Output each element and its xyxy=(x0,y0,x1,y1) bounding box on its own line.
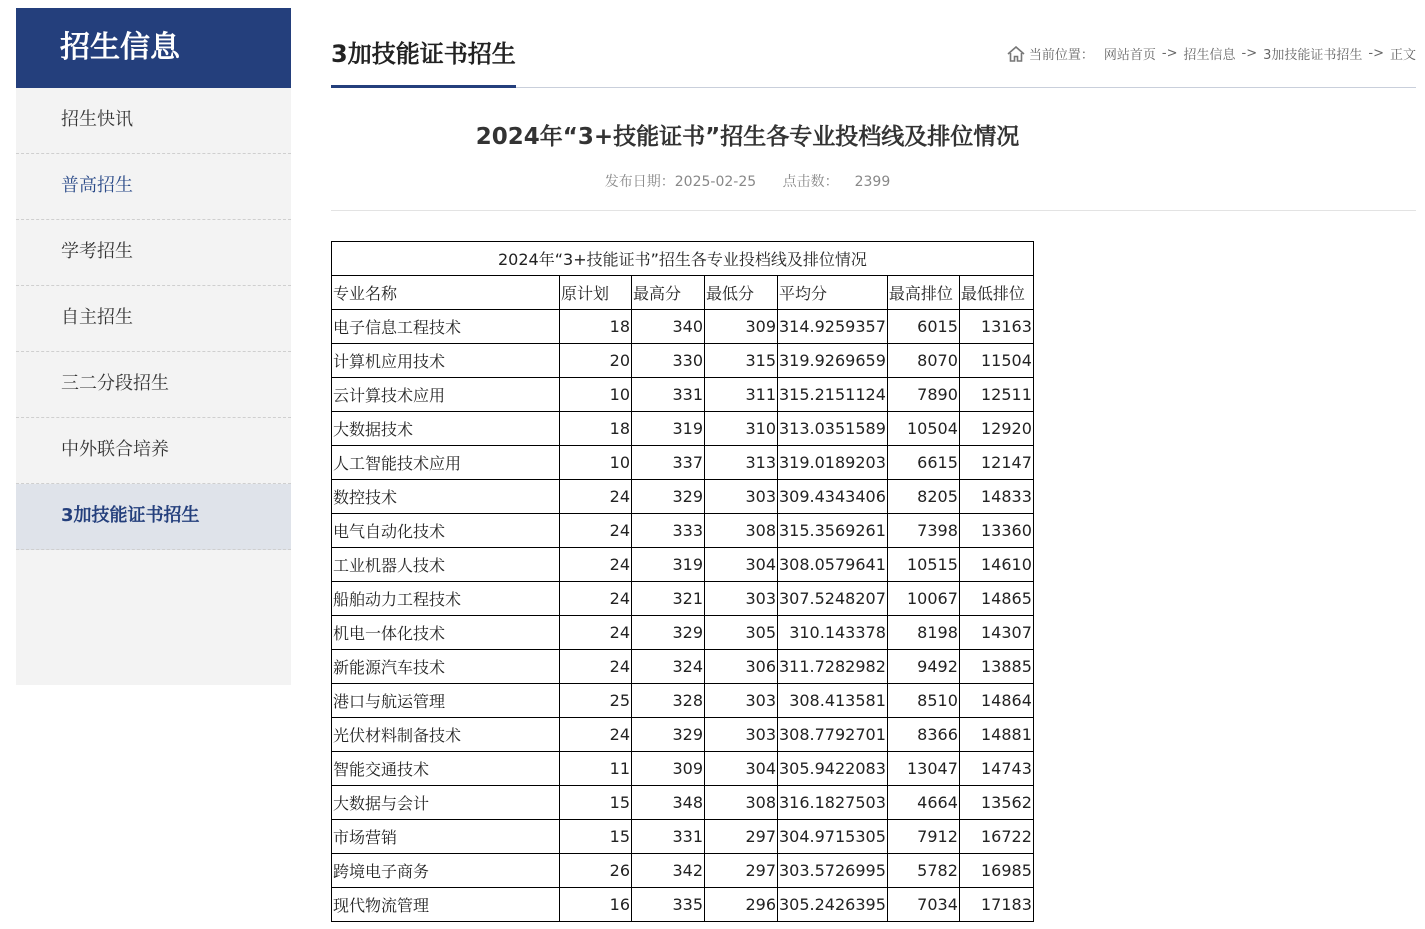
sidebar-item-academic-test[interactable]: 学考招生 xyxy=(16,220,291,286)
sidebar-item-news[interactable]: 招生快讯 xyxy=(16,88,291,154)
cell-max-rank: 8510 xyxy=(887,684,959,718)
cell-planned-count: 18 xyxy=(560,310,632,344)
sidebar-item-sino-foreign[interactable]: 中外联合培养 xyxy=(16,418,291,484)
table-row xyxy=(332,446,1034,480)
sidebar-title: 招生信息 xyxy=(16,8,291,88)
cell-min-score: 313 xyxy=(705,446,778,480)
table-row xyxy=(332,548,1034,582)
breadcrumb xyxy=(1007,44,1416,63)
cell-max-score: 330 xyxy=(632,344,705,378)
cell-planned-count: 24 xyxy=(560,650,632,684)
cell-avg-score: 309.4343406 xyxy=(778,480,888,514)
cell-min-rank: 17183 xyxy=(959,888,1033,922)
table-row xyxy=(332,378,1034,412)
cell-min-score: 303 xyxy=(705,480,778,514)
cell-major-name: 船舶动力工程技术 xyxy=(332,582,560,616)
cell-max-rank: 4664 xyxy=(887,786,959,820)
breadcrumb-prefix: 当前位置： xyxy=(1028,48,1094,63)
cell-planned-count: 26 xyxy=(560,854,632,888)
cell-max-rank: 9492 xyxy=(887,650,959,684)
cell-max-rank: 5782 xyxy=(887,854,959,888)
cell-major-name: 新能源汽车技术 xyxy=(332,650,560,684)
table-row xyxy=(332,650,1034,684)
cell-planned-count: 24 xyxy=(560,514,632,548)
cell-min-score: 297 xyxy=(705,820,778,854)
breadcrumb-home[interactable]: 网站首页 xyxy=(1103,48,1156,63)
cell-planned-count: 15 xyxy=(560,820,632,854)
cell-planned-count: 11 xyxy=(560,752,632,786)
cell-min-score: 310 xyxy=(705,412,778,446)
cell-max-rank: 6615 xyxy=(887,446,959,480)
cell-min-rank: 14881 xyxy=(959,718,1033,752)
cell-min-score: 304 xyxy=(705,548,778,582)
cell-avg-score: 305.2426395 xyxy=(778,888,888,922)
cell-max-rank: 10515 xyxy=(887,548,959,582)
cell-min-score: 297 xyxy=(705,854,778,888)
cell-major-name: 市场营销 xyxy=(332,820,560,854)
cell-max-rank: 7398 xyxy=(887,514,959,548)
cell-major-name: 工业机器人技术 xyxy=(332,548,560,582)
cell-max-score: 319 xyxy=(632,412,705,446)
cell-major-name: 机电一体化技术 xyxy=(332,616,560,650)
table-caption-row xyxy=(332,242,1034,276)
cell-min-score: 304 xyxy=(705,752,778,786)
cell-max-score: 337 xyxy=(632,446,705,480)
cell-max-rank: 7890 xyxy=(887,378,959,412)
article-title: 2024年“3+技能证书”招生各专业投档线及排位情况 xyxy=(475,124,1020,150)
main-content xyxy=(331,0,1416,929)
table-row xyxy=(332,344,1034,378)
cell-min-score: 296 xyxy=(705,888,778,922)
col-header-max-rank: 最高排位 xyxy=(887,276,959,310)
table-row xyxy=(332,684,1034,718)
main-header xyxy=(331,0,1416,88)
cell-min-score: 303 xyxy=(705,684,778,718)
cell-min-rank: 14610 xyxy=(959,548,1033,582)
cell-major-name: 云计算技术应用 xyxy=(332,378,560,412)
table-row xyxy=(332,514,1034,548)
sidebar xyxy=(16,8,291,685)
cell-planned-count: 16 xyxy=(560,888,632,922)
cell-min-rank: 14864 xyxy=(959,684,1033,718)
cell-min-rank: 16722 xyxy=(959,820,1033,854)
col-header-min-rank: 最低排位 xyxy=(959,276,1033,310)
cell-avg-score: 303.5726995 xyxy=(778,854,888,888)
cell-max-rank: 10067 xyxy=(887,582,959,616)
cell-max-score: 340 xyxy=(632,310,705,344)
cell-max-score: 309 xyxy=(632,752,705,786)
table-header-row xyxy=(332,276,1034,310)
table-row xyxy=(332,616,1034,650)
cell-min-rank: 14743 xyxy=(959,752,1033,786)
cell-min-rank: 13163 xyxy=(959,310,1033,344)
cell-max-score: 335 xyxy=(632,888,705,922)
cell-max-score: 319 xyxy=(632,548,705,582)
cell-min-rank: 12920 xyxy=(959,412,1033,446)
cell-max-rank: 7034 xyxy=(887,888,959,922)
cell-avg-score: 308.7792701 xyxy=(778,718,888,752)
cell-avg-score: 319.9269659 xyxy=(778,344,888,378)
sidebar-item-general-highschool[interactable]: 普高招生 xyxy=(16,154,291,220)
table-row xyxy=(332,786,1034,820)
cell-max-rank: 6015 xyxy=(887,310,959,344)
cell-major-name: 大数据与会计 xyxy=(332,786,560,820)
table-row xyxy=(332,412,1034,446)
cell-major-name: 跨境电子商务 xyxy=(332,854,560,888)
cell-max-rank: 13047 xyxy=(887,752,959,786)
cell-max-score: 342 xyxy=(632,854,705,888)
cell-major-name: 计算机应用技术 xyxy=(332,344,560,378)
breadcrumb-section[interactable]: 3加技能证书招生 xyxy=(1263,48,1363,63)
cell-max-rank: 7912 xyxy=(887,820,959,854)
cell-max-score: 329 xyxy=(632,480,705,514)
date-label: 发布日期： xyxy=(604,174,675,190)
col-header-min-score: 最低分 xyxy=(705,276,778,310)
cell-min-rank: 11504 xyxy=(959,344,1033,378)
cell-max-rank: 10504 xyxy=(887,412,959,446)
table-row xyxy=(332,310,1034,344)
divider xyxy=(331,210,1416,211)
cell-min-score: 308 xyxy=(705,786,778,820)
col-header-max-score: 最高分 xyxy=(632,276,705,310)
cell-avg-score: 315.3569261 xyxy=(778,514,888,548)
cell-min-rank: 12147 xyxy=(959,446,1033,480)
cell-min-rank: 13360 xyxy=(959,514,1033,548)
cell-min-rank: 14307 xyxy=(959,616,1033,650)
cell-min-score: 306 xyxy=(705,650,778,684)
cell-max-rank: 8366 xyxy=(887,718,959,752)
cell-min-score: 315 xyxy=(705,344,778,378)
clicks-label: 点击数： xyxy=(782,174,839,190)
cell-planned-count: 25 xyxy=(560,684,632,718)
table-row xyxy=(332,752,1034,786)
cell-min-rank: 14833 xyxy=(959,480,1033,514)
col-header-major: 专业名称 xyxy=(332,276,560,310)
cell-min-score: 305 xyxy=(705,616,778,650)
cell-planned-count: 24 xyxy=(560,480,632,514)
cell-avg-score: 305.9422083 xyxy=(778,752,888,786)
cell-planned-count: 10 xyxy=(560,378,632,412)
cell-max-score: 329 xyxy=(632,616,705,650)
breadcrumb-current: 正文 xyxy=(1389,48,1416,63)
cell-max-rank: 8070 xyxy=(887,344,959,378)
cell-major-name: 光伏材料制备技术 xyxy=(332,718,560,752)
cell-min-rank: 14865 xyxy=(959,582,1033,616)
cell-max-score: 329 xyxy=(632,718,705,752)
col-header-avg-score: 平均分 xyxy=(778,276,888,310)
cell-min-score: 303 xyxy=(705,582,778,616)
cell-avg-score: 316.1827503 xyxy=(778,786,888,820)
cell-major-name: 港口与航运管理 xyxy=(332,684,560,718)
table-caption: 2024年“3+技能证书”招生各专业投档线及排位情况 xyxy=(332,242,1034,276)
cell-min-rank: 12511 xyxy=(959,378,1033,412)
cell-planned-count: 10 xyxy=(560,446,632,480)
cell-min-rank: 13562 xyxy=(959,786,1033,820)
col-header-plan: 原计划 xyxy=(560,276,632,310)
cell-max-score: 328 xyxy=(632,684,705,718)
cell-major-name: 电气自动化技术 xyxy=(332,514,560,548)
cell-max-score: 324 xyxy=(632,650,705,684)
cell-max-score: 321 xyxy=(632,582,705,616)
cell-min-score: 308 xyxy=(705,514,778,548)
cell-max-rank: 8205 xyxy=(887,480,959,514)
click-count: 2399 xyxy=(854,174,891,190)
table-row xyxy=(332,480,1034,514)
cell-avg-score: 308.0579641 xyxy=(778,548,888,582)
cell-avg-score: 313.0351589 xyxy=(778,412,888,446)
cell-avg-score: 304.9715305 xyxy=(778,820,888,854)
section-title: 3加技能证书招生 xyxy=(331,38,516,88)
cell-major-name: 数控技术 xyxy=(332,480,560,514)
cell-planned-count: 24 xyxy=(560,582,632,616)
cell-max-score: 331 xyxy=(632,820,705,854)
cell-avg-score: 315.2151124 xyxy=(778,378,888,412)
cell-major-name: 智能交通技术 xyxy=(332,752,560,786)
cell-major-name: 大数据技术 xyxy=(332,412,560,446)
table-row xyxy=(332,888,1034,922)
cell-min-score: 303 xyxy=(705,718,778,752)
cell-planned-count: 24 xyxy=(560,548,632,582)
cell-planned-count: 24 xyxy=(560,616,632,650)
score-table xyxy=(331,241,1034,922)
cell-planned-count: 18 xyxy=(560,412,632,446)
cell-planned-count: 15 xyxy=(560,786,632,820)
breadcrumb-separator: -> xyxy=(1241,46,1258,61)
cell-avg-score: 311.7282982 xyxy=(778,650,888,684)
cell-avg-score: 314.9259357 xyxy=(778,310,888,344)
breadcrumb-admissions[interactable]: 招生信息 xyxy=(1183,48,1236,63)
table-row xyxy=(332,718,1034,752)
cell-max-score: 348 xyxy=(632,786,705,820)
sidebar-item-three-two[interactable]: 三二分段招生 xyxy=(16,352,291,418)
cell-min-rank: 16985 xyxy=(959,854,1033,888)
cell-major-name: 现代物流管理 xyxy=(332,888,560,922)
cell-max-rank: 8198 xyxy=(887,616,959,650)
sidebar-item-independent[interactable]: 自主招生 xyxy=(16,286,291,352)
publish-date: 2025-02-25 xyxy=(674,174,757,190)
cell-planned-count: 24 xyxy=(560,718,632,752)
cell-avg-score: 310.143378 xyxy=(778,616,888,650)
cell-max-score: 333 xyxy=(632,514,705,548)
cell-avg-score: 308.413581 xyxy=(778,684,888,718)
cell-major-name: 电子信息工程技术 xyxy=(332,310,560,344)
table-row xyxy=(332,854,1034,888)
table-row xyxy=(332,582,1034,616)
breadcrumb-separator: -> xyxy=(1368,46,1384,61)
sidebar-item-3plus-skill[interactable]: 3加技能证书招生 xyxy=(16,484,291,550)
cell-major-name: 人工智能技术应用 xyxy=(332,446,560,480)
breadcrumb-separator: -> xyxy=(1161,46,1178,61)
home-icon xyxy=(1007,46,1025,62)
cell-planned-count: 20 xyxy=(560,344,632,378)
cell-min-rank: 13885 xyxy=(959,650,1033,684)
table-row xyxy=(332,820,1034,854)
article-meta xyxy=(331,171,1164,191)
cell-min-score: 311 xyxy=(705,378,778,412)
cell-avg-score: 307.5248207 xyxy=(778,582,888,616)
cell-max-score: 331 xyxy=(632,378,705,412)
cell-avg-score: 319.0189203 xyxy=(778,446,888,480)
cell-min-score: 309 xyxy=(705,310,778,344)
